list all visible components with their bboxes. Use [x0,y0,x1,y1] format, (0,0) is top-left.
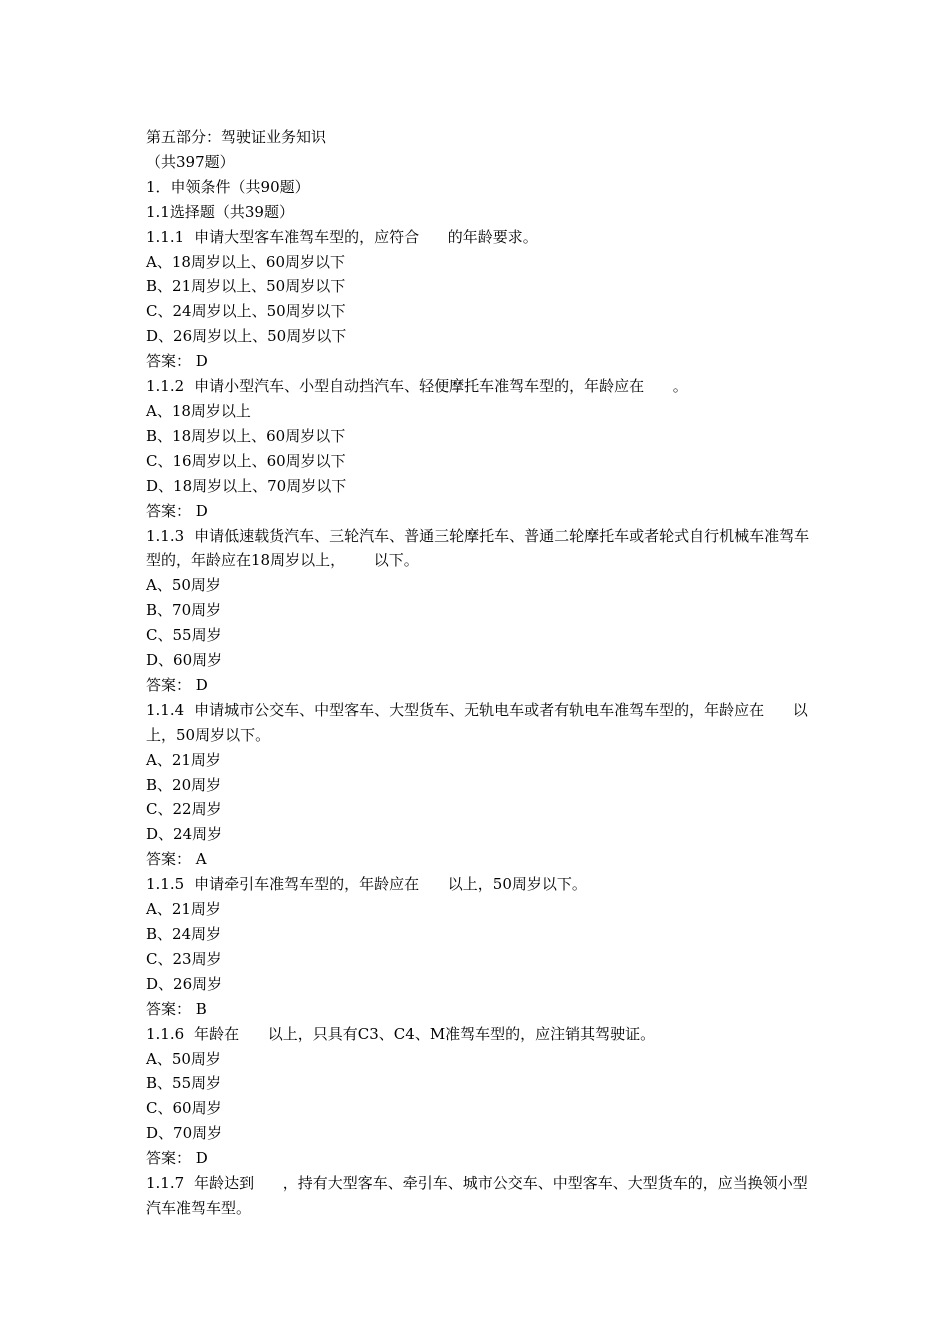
question-option: B、24周岁 [146,925,222,943]
question-option: B、55周岁 [146,1074,222,1093]
question-option: C、24周岁以上、50周岁以下 [146,302,346,321]
question-answer: 答案： D [146,352,208,371]
question-text: 申请牵引车准驾车型的，年龄应在 以上，50周岁以下。 [194,875,587,894]
question-option: C、22周岁 [146,800,222,819]
question-option: B、18周岁以上、60周岁以下 [146,426,346,445]
question-text: 申请大型客车准驾车型的，应符合 的年龄要求。 [194,227,538,246]
question-option: D、26周岁以上、50周岁以下 [146,327,347,346]
question-text: 年龄在 以上，只具有C3、C4、M准驾车型的，应注销其驾驶证。 [194,1024,656,1043]
question-stem [146,1171,814,1221]
question-text: 申请城市公交车、中型客车、大型货车、无轨电车或者有轨电车准驾车型的，年龄应在 以上，50周岁以下。 [146,700,808,744]
question-option: D、18周岁以上、70周岁以下 [146,476,347,495]
question-number: 1.1.3 [146,526,185,545]
question-option: C、23周岁 [146,949,222,968]
question-number: 1.1.6 [146,1024,185,1043]
question-text: 申请低速载货汽车、三轮汽车、普通三轮摩托车、普通二轮摩托车或者轮式自行机械车准驾车型的，年龄应在18周岁以上， 以下。 [146,526,810,570]
question-option: D、24周岁 [146,825,223,844]
question-stem [146,225,814,250]
question-option: A、18周岁以上、60周岁以下 [146,252,346,271]
question-option: D、26周岁 [146,974,223,993]
document-body [146,125,814,1221]
question-stem [146,374,814,399]
question-option: C、16周岁以上、60周岁以下 [146,451,346,470]
question-number: 1.1.2 [146,377,185,396]
question-answer: 答案： B [146,999,207,1018]
part-total: （共397题） [146,152,235,171]
question-answer: 答案： D [146,675,208,694]
question-number: 1.1.1 [146,227,185,246]
question-option: B、20周岁 [146,775,222,794]
question-option: C、55周岁 [146,626,222,645]
question-stem [146,1022,814,1047]
question-option: A、50周岁 [146,576,221,595]
question-answer: 答案： A [146,850,207,869]
question-option: A、50周岁 [146,1049,221,1068]
question-option: D、70周岁 [146,1124,223,1143]
question-number: 1.1.5 [146,875,185,894]
question-stem [146,698,814,748]
question-option: B、21周岁以上、50周岁以下 [146,277,346,296]
question-text: 申请小型汽车、小型自动挡汽车、轻便摩托车准驾车型的，年龄应在 。 [194,377,688,396]
question-option: B、70周岁 [146,601,222,620]
question-answer: 答案： D [146,501,208,520]
question-stem [146,872,814,897]
subsection-heading: 1.1选择题（共39题） [146,202,294,221]
question-option: A、21周岁 [146,750,221,769]
question-option: C、60周岁 [146,1099,222,1118]
question-option: D、60周岁 [146,651,223,670]
question-answer: 答案： D [146,1149,208,1168]
section-heading: 1．申领条件（共90题） [146,177,310,196]
question-option: A、18周岁以上 [146,401,251,420]
question-option: A、21周岁 [146,900,221,919]
question-stem [146,524,814,574]
question-text: 年龄达到 ，持有大型客车、牵引车、城市公交车、中型客车、大型货车的，应当换领小型汽车准驾车型。 [146,1174,808,1217]
question-number: 1.1.4 [146,700,185,719]
question-number: 1.1.7 [146,1174,185,1193]
part-heading: 第五部分：驾驶证业务知识 [146,128,327,146]
